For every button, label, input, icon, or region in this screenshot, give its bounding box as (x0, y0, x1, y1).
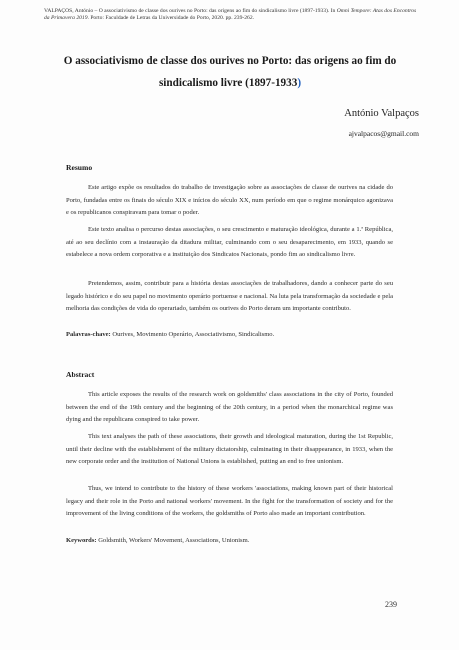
paper-title (40, 50, 420, 94)
resumo-paragraph: Este texto analisa o percurso destas associações, o seu crescimento e maturação ideológica, durante a 1.ª República, até ao seu declínio com a instauração da ditadura militar, culminando com o seu desaparecimento, em 1933, quando se estabelece a nova ordem corporativa e a instituição dos Sindicatos Nacionais, pondo fim ao sindicalismo livre. (66, 226, 393, 259)
abstract-paragraph: Thus, we intend to contribute to the history of these workers 'associations, making known part of their historical legacy and their role in the Porto and national workers' movement. In the fight for the transformation of society and for the improvement of the living conditions of the workers, the goldsmiths of Porto also made an important contribution. (66, 485, 393, 518)
resumo-paragraph: Este artigo expõe os resultados do trabalho de investigação sobre as associações de classe de ourives na cidade do Porto, fundadas entre os finais do século XIX e inícios do século XX, num período em que o regime monárquico agonizava e os republicanos conspiravam para tomar o poder. (66, 184, 393, 217)
citation-rest: . Porto: Faculdade de Letras da Universidade do Porto, 2020. pp. 239-262. (87, 15, 255, 21)
paper-title-text: O associativismo de classe dos ourives no Porto: das origens ao fim do sindicalismo livre (1897-1933 (63, 55, 397, 89)
author-email: ajvalpacos@gmail.com (348, 129, 419, 138)
abstract-paragraph: This article exposes the results of the research work on goldsmiths' class associations in the city of Porto, founded between the end of the 19th century and the beginning of the 20th century, in a period when the monarchical regime was dying and the republicans conspired to take power. (66, 391, 393, 424)
abstract-heading: Abstract (66, 370, 95, 379)
resumo-keywords-text: Ourives, Movimento Operário, Associativismo, Sindicalismo. (110, 331, 275, 338)
page-number: 239 (385, 600, 397, 609)
abstract-keywords (66, 535, 393, 547)
citation-journal: Omni Tempore: Atas dos Encontros da Primavera 2019 (44, 8, 417, 21)
resumo-keywords-label: Palavras-chave: (66, 331, 111, 338)
author-name: António Valpaços (344, 108, 419, 119)
abstract-keywords-text: Goldsmith, Workers' Movement, Associations, Unionism. (96, 537, 250, 544)
paper-title-closing: ) (297, 77, 302, 89)
citation-line: VALPAÇOS, António – O associativismo de classe dos ourives no Porto: das origens ao fim do sindicalismo livre (1897-1933). In (44, 8, 336, 14)
resumo-heading: Resumo (66, 163, 93, 172)
resumo-paragraph: Pretendemos, assim, contribuir para a história destas associações de trabalhadores, dando a conhecer parte do seu legado histórico e do seu papel no movimento operário portuense e nacional. Na luta pela transformação da sociedade e pela melhoria das condições de vida do operariado, também os ourives do Porto deram um importante contributo. (66, 280, 393, 313)
abstract-keywords-label: Keywords: (66, 537, 97, 544)
resumo-keywords (66, 329, 393, 341)
abstract-paragraph: This text analyses the path of these associations, their growth and ideological maturation, during the 1st Republic, until their decline with the establishment of the military dictatorship, culminating in their disappearance, in 1933, when the new corporate order and the institution of National Unions is established, putting an end to free unionism. (66, 433, 393, 466)
citation-header (44, 8, 419, 22)
